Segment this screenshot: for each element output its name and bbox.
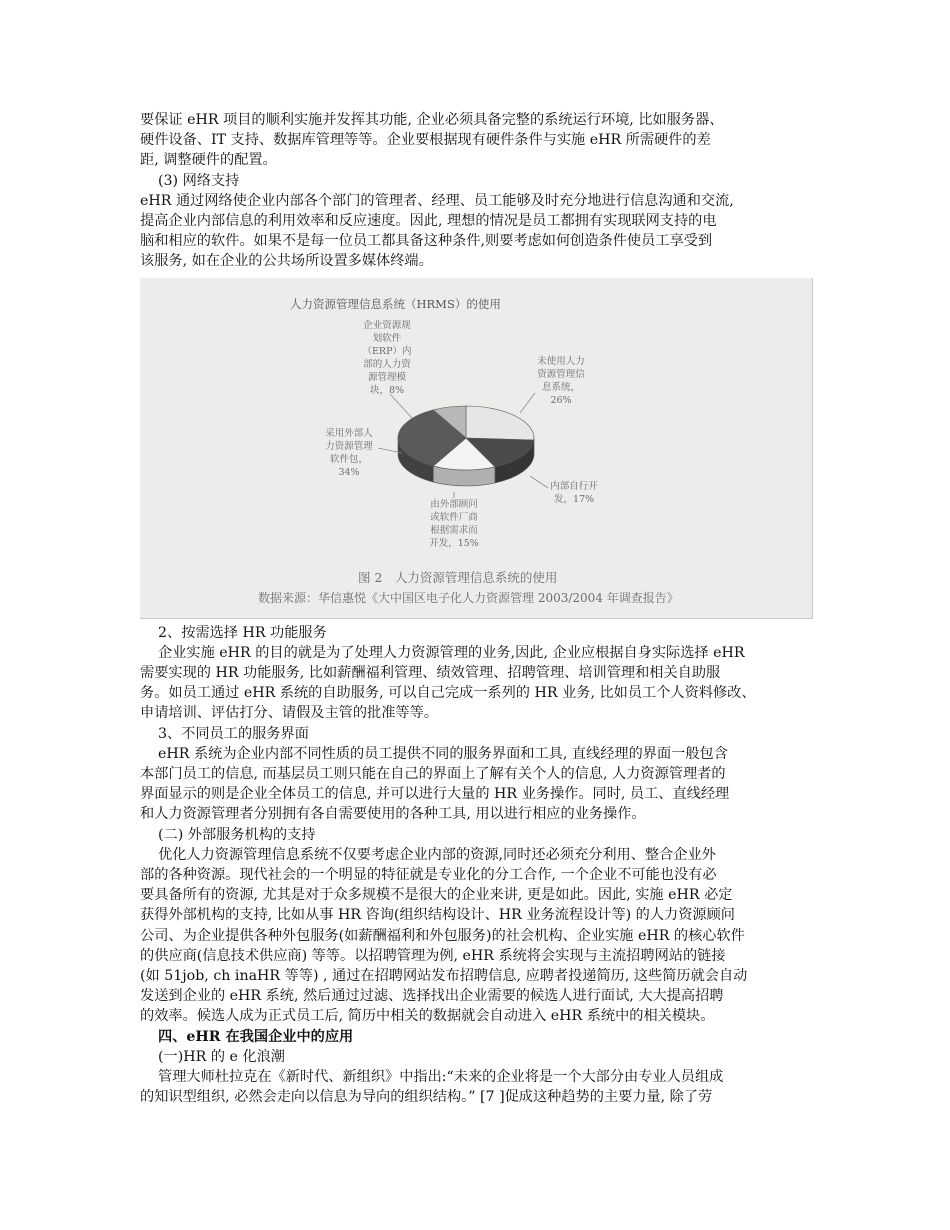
text-line: 务。如员工通过 eHR 系统的自助服务, 可以自己完成一系列的 HR 业务, 比如员工个人资料修改、: [140, 685, 756, 702]
text-line: 企业实施 eHR 的目的就是为了处理人力资源管理的业务,因此, 企业应根据自身实际选择 eHR: [158, 644, 745, 661]
text-line: 要具备所有的资源, 尤其是对于众多规模不是很大的企业来讲, 更是如此。因此, 实施 eHR 必定: [140, 887, 733, 904]
pie-label-line: 26%: [550, 394, 572, 406]
text-line: 管理大师杜拉克在《新时代、新组织》中指出:“未来的企业将是一个大部分由专业人员组成: [158, 1069, 724, 1086]
pie-label-line: 未使用人力: [537, 355, 585, 367]
label-internal: [550, 480, 598, 505]
text-line: (如 51job, ch inaHR 等等) , 通过在招聘网站发布招聘信息, 应聘者投递简历, 这些简历就会自动: [140, 968, 748, 985]
text-line: 发送到企业的 eHR 系统, 然后通过过滤、选择找出企业需要的候选人进行面试, 大大提高招聘: [140, 988, 724, 1005]
figure-caption: 图 2 人力资源管理信息系统的使用: [358, 569, 558, 585]
text-line: eHR 系统为企业内部不同性质的员工提供不同的服务界面和工具, 直线经理的界面一般包含: [158, 745, 728, 762]
paragraph-network: [140, 191, 820, 272]
pie-label-line: 发，17%: [553, 493, 595, 505]
text-line: 需要实现的 HR 功能服务, 比如薪酬福利管理、绩效管理、招聘管理、培训管理和相关自助服: [140, 665, 721, 682]
pie-label-line: 34%: [338, 466, 360, 478]
heading-hr-functions: 2、按需选择 HR 功能服务: [158, 624, 327, 641]
text-line: 要保证 eHR 项目的顺利实施并发挥其功能, 企业必须具备完整的系统运行环境, 比如服务器、: [140, 112, 724, 128]
paragraph-hardware: [140, 110, 820, 171]
figure-source: 数据来源：华信惠悦《大中国区电子化人力资源管理 2003/2004 年调查报告》: [258, 590, 679, 605]
pie-label-line: 源管理模: [367, 371, 407, 383]
pie-label-line: 部的人力资: [363, 358, 411, 370]
paragraph-hr-functions: [140, 643, 820, 724]
hrms-usage-figure: [140, 278, 813, 619]
text-line: 部的各种资源。现代社会的一个明显的特征就是专业化的分工合作, 一个企业不可能也没有必: [140, 867, 717, 884]
pie-label-line: 根据需求而: [430, 524, 478, 536]
label-unused: [537, 355, 585, 406]
heading-network-support: (3) 网络支持: [158, 172, 240, 189]
paragraph-external-support: [140, 845, 820, 1027]
pie-label-line: 或软件厂商: [430, 511, 478, 523]
heading-external-support: (二) 外部服务机构的支持: [158, 826, 316, 843]
text-line: 脑和相应的软件。如果不是每一位员工都具备这种条件,则要考虑如何创造条件使员工享受到: [140, 233, 713, 250]
text-line: 获得外部机构的支持, 比如从事 HR 咨询(组织结构设计、HR 业务流程设计等) 的人力资源顾问: [140, 907, 735, 924]
pie-label-line: 资源管理信: [537, 368, 585, 380]
pie-label-line: 开发，15%: [429, 537, 479, 549]
pie-label-line: 划软件: [372, 332, 402, 344]
pie-label-line: 企业资源规: [363, 319, 411, 331]
text-line: 硬件设备、IT 支持、数据库管理等等。企业要根据现有硬件条件与实施 eHR 所需硬件的差: [140, 132, 711, 149]
text-line: 的效率。候选人成为正式员工后, 简历中相关的数据就会自动进入 eHR 系统中的相关模块。: [140, 1008, 715, 1025]
pie-label-line: 采用外部人: [325, 427, 373, 439]
pie-chart-svg: [140, 278, 812, 618]
leader-line-erp: [390, 394, 412, 418]
leader-line-internal: [530, 476, 548, 488]
pie-label-line: 软件包，: [329, 453, 369, 465]
leader-line-unused: [520, 393, 535, 413]
label-consultant: [429, 498, 479, 549]
text-line: 该服务, 如在企业的公共场所设置多媒体终端。: [140, 253, 433, 270]
text-line: 申请培训、评估打分、请假及主管的批准等等。: [140, 705, 438, 722]
pie-slice-1: [466, 406, 534, 440]
text-line: 优化人力资源管理信息系统不仅要考虑企业内部的资源,同时还必须充分利用、整合企业外: [158, 846, 716, 863]
text-line: 本部门员工的信息, 而基层员工则只能在自己的界面上了解有关个人的信息, 人力资源管理者的: [140, 766, 726, 783]
pie-label-line: 由外部顾问: [430, 498, 478, 510]
text-line: 界面显示的则是企业全体员工的信息, 并可以进行大量的 HR 业务操作。同时, 员工、直线经理: [140, 786, 730, 803]
document-page: [140, 110, 820, 1108]
chart-title: 人力资源管理信息系统（HRMS）的使用: [290, 296, 501, 311]
pie-layer: [398, 406, 534, 486]
paragraph-drucker: [140, 1067, 820, 1107]
pie-label-line: （ERP）内: [362, 345, 412, 357]
text-line: 距, 调整硬件的配置。: [140, 152, 277, 169]
paragraph-service-interface: [140, 744, 820, 825]
text-line: 公司、为企业提供各种外包服务(如薪酬福利和外包服务)的社会机构、企业实施 eHR 的核心软件: [140, 927, 745, 944]
pie-label-line: 息系统，: [541, 381, 581, 393]
pie-label-line: 块，8%: [369, 384, 405, 396]
pie-label-line: 内部自行开: [550, 480, 598, 492]
subheading-hr-e-wave: (一)HR 的 e 化浪潮: [158, 1048, 285, 1065]
text-line: 的供应商(信息技术供应商) 等等。以招聘管理为例, eHR 系统将会实现与主流招聘网站的链接: [140, 947, 726, 964]
text-line: eHR 通过网络使企业内部各个部门的管理者、经理、员工能够及时充分地进行信息沟通和交流,: [140, 192, 734, 209]
text-line: 提高企业内部信息的利用效率和反应速度。因此, 理想的情况是员工都拥有实现联网支持的电: [140, 213, 717, 230]
label-package: [325, 427, 373, 478]
section-heading-ehr-application: 四、eHR 在我国企业中的应用: [158, 1028, 354, 1045]
pie-label-line: 力资源管理: [325, 440, 373, 452]
text-line: 和人力资源管理者分别拥有各自需要使用的各种工具, 用以进行相应的业务操作。: [140, 806, 646, 823]
heading-service-interface: 3、不同员工的服务界面: [158, 725, 309, 742]
label-erp: [363, 319, 412, 396]
text-line: 的知识型组织, 必然会走向以信息为导向的组织结构。” [7 ]促成这种趋势的主要力量, 除了劳: [140, 1089, 713, 1106]
